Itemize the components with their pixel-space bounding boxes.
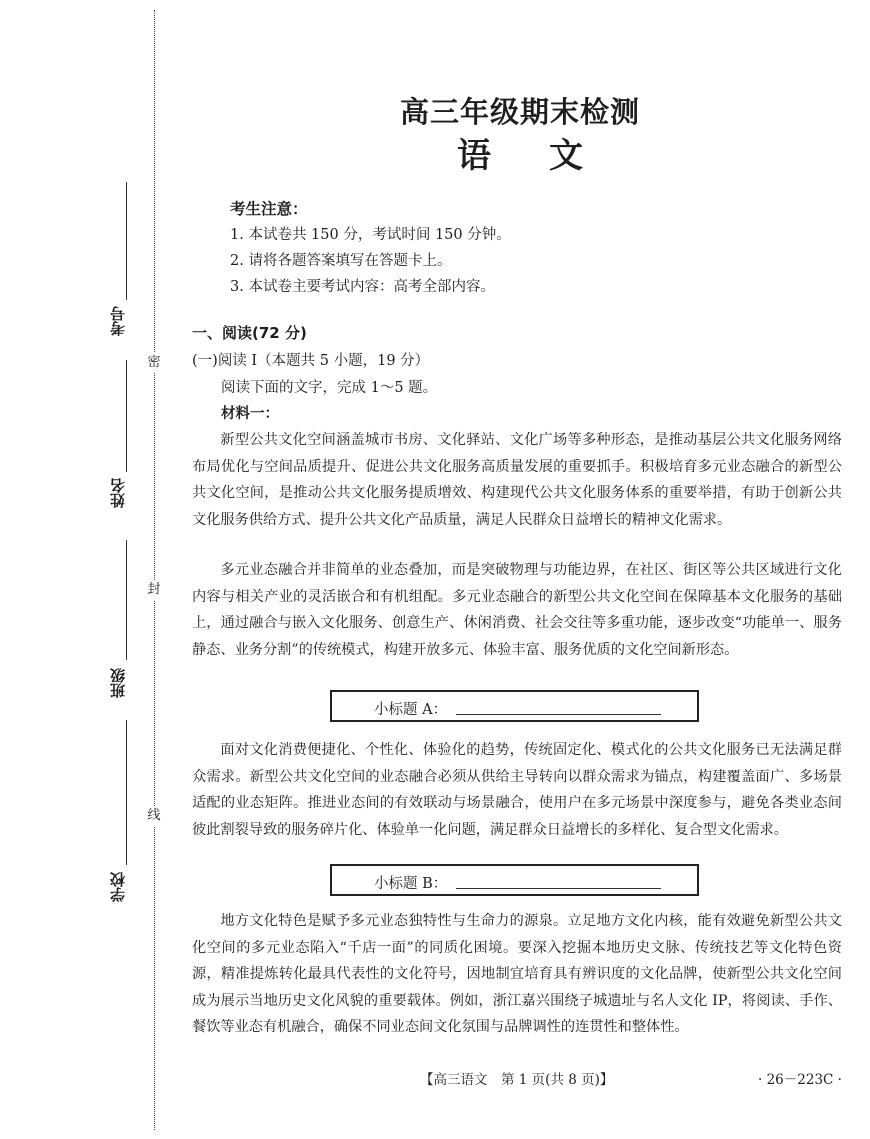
seal-char-xian: 线 xyxy=(145,806,163,826)
reading-instruction: 阅读下面的文字，完成 1～5 题。 xyxy=(221,380,438,396)
binding-dotted-line xyxy=(154,10,155,1130)
name-field[interactable] xyxy=(105,360,135,520)
name-label: 姓名 xyxy=(109,478,127,508)
notice-item: 2. 请将各题答案填写在答题卡上。 xyxy=(230,253,452,269)
paragraph-1: 新型公共文化空间涵盖城市书房、文化驿站、文化广场等多种形态，是推动基层公共文化服务网络布局优化与空间品质提升、促进公共文化服务高质量发展的重要抓手。积极培育多元业态融合的新型公共文化空间，是推动公共文化服务提质增效、构建现代公共文化服务体系的重要举措，有助于创新公共文化服务供给方式、提升公共文化产品质量，满足人民群众日益增长的精神文化需求。 xyxy=(192,432,842,528)
seal-char-mi: 密 xyxy=(145,353,163,373)
paragraph-3: 面对文化消费便捷化、个性化、体验化的趋势，传统固定化、模式化的公共文化服务已无法满足群众需求。新型公共文化空间的业态融合必须从供给主导转向以群众需求为锚点，构建覆盖面广、多场景适配的业态矩阵。推进业态间的有效联动与场景融合，使用户在多元场景中深度参与，避免各类业态间彼此割裂导致的服务碎片化、体验单一化问题，满足群众日益增长的多样化、复合型文化需求。 xyxy=(192,742,842,838)
subtitle-b-blank[interactable] xyxy=(456,888,661,889)
subject-title: 语文 xyxy=(457,136,641,176)
exam-number-field[interactable] xyxy=(105,182,135,342)
candidate-notice xyxy=(230,196,511,300)
page-footer: 【高三语文 第 1 页(共 8 页)】 xyxy=(420,1072,614,1088)
sub-section-heading: (一)阅读 I（本题共 5 小题，19 分） xyxy=(192,353,430,369)
class-line xyxy=(126,540,127,660)
paragraph-4: 地方文化特色是赋予多元业态独特性与生命力的源泉。立足地方文化内核，能有效避免新型公共文化空间的多元业态陷入“千店一面”的同质化困境。要深入挖掘本地历史文脉、传统技艺等文化特色资源，精准提炼转化最具代表性的文化符号，因地制宜培育具有辨识度的文化品牌，使新型公共文化空间成为展示当地历史文化风貌的重要载体。例如，浙江嘉兴围绕子城遗址与名人文化 IP，将阅读、手作、餐饮等业态有机融合，确保不同业态间文化氛围与品牌调性的连贯性和整体性。 xyxy=(192,913,842,1035)
exam-number-label: 考号 xyxy=(109,306,127,336)
material-label: 材料一： xyxy=(221,406,279,422)
subtitle-b-box[interactable] xyxy=(330,864,699,896)
name-line xyxy=(126,360,127,472)
section-heading: 一、阅读(72 分) xyxy=(192,324,307,342)
subtitle-b-label: 小标题 B： xyxy=(374,876,448,892)
school-line xyxy=(126,720,127,865)
exam-number-line xyxy=(126,182,127,300)
subtitle-a-box[interactable] xyxy=(330,690,699,722)
notice-title: 考生注意： xyxy=(230,200,308,218)
class-field[interactable] xyxy=(105,540,135,710)
school-label: 学校 xyxy=(109,872,127,902)
subtitle-a-blank[interactable] xyxy=(456,714,661,715)
notice-item: 3. 本试卷主要考试内容：高考全部内容。 xyxy=(230,279,495,295)
subtitle-a-label: 小标题 A： xyxy=(374,702,448,718)
class-label: 班级 xyxy=(109,668,127,698)
school-field[interactable] xyxy=(105,720,135,920)
seal-char-feng: 封 xyxy=(145,580,163,600)
paragraph-2: 多元业态融合并非简单的业态叠加，而是突破物理与功能边界，在社区、街区等公共区域进行文化内容与相关产业的灵活嵌合和有机组配。多元业态融合的新型公共文化空间在保障基本文化服务的基础上，通过融合与嵌入文化服务、创意生产、休闲消费、社会交往等多重功能，逐步改变“功能单一、服务静态、业务分割”的传统模式，构建开放多元、体验丰富、服务优质的文化空间新形态。 xyxy=(192,562,842,658)
notice-item: 1. 本试卷共 150 分，考试时间 150 分钟。 xyxy=(230,227,511,243)
paper-code: · 26－223C · xyxy=(758,1072,842,1088)
exam-title: 高三年级期末检测 xyxy=(399,95,640,129)
